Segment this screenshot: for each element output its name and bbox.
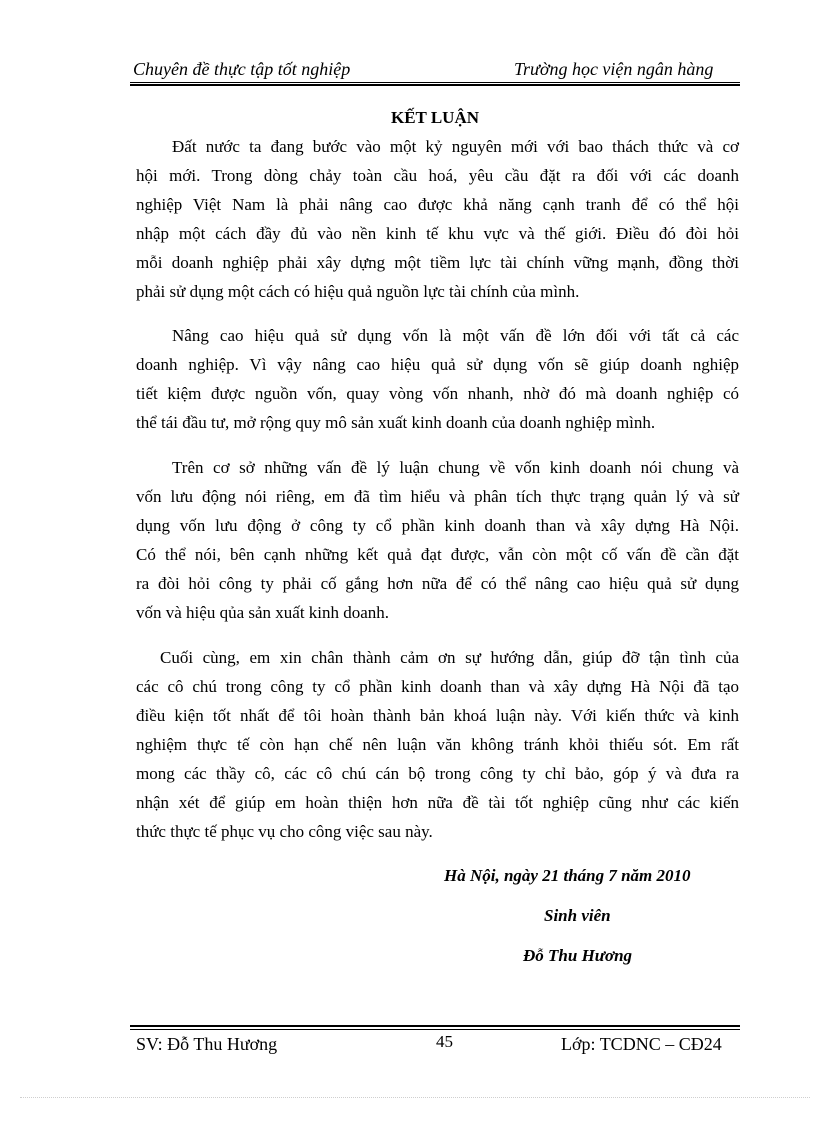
- footer-student: SV: Đỗ Thu Hương: [136, 1034, 278, 1054]
- paragraph-1-line-1: Đất nước ta đang bước vào một kỷ nguyên mới với bao thách thức và cơ: [172, 137, 739, 156]
- paragraph-3-line-2: vốn lưu động nói riêng, em đã tìm hiểu và phân tích thực trạng quản lý và sử: [136, 487, 739, 506]
- paragraph-4-line-7: thức thực tế phục vụ cho công việc sau này.: [136, 822, 433, 841]
- paragraph-3-line-6: vốn và hiệu qủa sản xuất kinh doanh.: [136, 603, 390, 622]
- paragraph-3-line-1: Trên cơ sở những vấn đề lý luận chung về vốn kinh doanh nói chung và: [172, 458, 739, 477]
- header-left-text: Chuyên đề thực tập tốt nghiệp: [133, 59, 351, 79]
- signature-name: Đỗ Thu Hương: [523, 946, 633, 965]
- paragraph-1-line-2: hội mới. Trong dòng chảy toàn cầu hoá, yêu cầu đặt ra đối với các doanh: [136, 166, 739, 185]
- paragraph-4-line-6: nhận xét để giúp em hoàn thiện hơn nữa đề tài tốt nghiệp cũng như các kiến: [136, 793, 739, 812]
- paragraph-1-line-6: phải sử dụng một cách có hiệu quả nguồn lực tài chính của mình.: [136, 282, 580, 301]
- paragraph-4-line-5: mong các thầy cô, các cô chú cán bộ trong công ty chỉ bảo, góp ý và đưa ra: [136, 764, 739, 783]
- signature-place-date: Hà Nội, ngày 21 tháng 7 năm 2010: [444, 866, 691, 885]
- paragraph-4-line-4: nghiệm thực tế còn hạn chế nên luận văn không tránh khỏi thiếu sót. Em rất: [136, 735, 739, 754]
- paragraph-2-line-2: doanh nghiệp. Vì vậy nâng cao hiệu quả sử dụng vốn sẽ giúp doanh nghiệp: [136, 355, 739, 374]
- paragraph-1-line-5: mỗi doanh nghiệp phải xây dựng một tiềm lực tài chính vững mạnh, đồng thời: [136, 253, 739, 272]
- header-divider: [130, 82, 740, 83]
- footer-divider: [130, 1029, 740, 1030]
- paragraph-2-line-1: Nâng cao hiệu quả sử dụng vốn là một vấn đề lớn đối với tất cả các: [172, 326, 739, 345]
- signature-role: Sinh viên: [544, 906, 611, 925]
- paragraph-3-line-5: ra đòi hỏi công ty phải cố gắng hơn nữa để có thể nâng cao hiệu quả sử dụng: [136, 574, 739, 593]
- paragraph-1-line-4: nhập một cách đầy đủ vào nền kinh tế khu vực và thế giới. Điều đó đòi hỏi: [136, 224, 739, 243]
- paragraph-4-line-1: Cuối cùng, em xin chân thành cảm ơn sự hướng dẫn, giúp đỡ tận tình của: [160, 648, 739, 667]
- paragraph-3-line-3: dụng vốn lưu động ở công ty cổ phần kinh doanh than và xây dựng Hà Nội.: [136, 516, 739, 535]
- header-right-text: Trường học viện ngân hàng: [514, 59, 714, 79]
- paragraph-2-line-3: tiết kiệm được nguồn vốn, quay vòng vốn nhanh, nhờ đó mà doanh nghiệp có: [136, 384, 739, 403]
- paragraph-1-line-3: nghiệp Việt Nam là phải nâng cao được khả năng cạnh tranh để có thể hội: [136, 195, 739, 214]
- paragraph-3-line-4: Có thể nói, bên cạnh những kết quả đạt được, vẫn còn một cố vấn đề cần đặt: [136, 545, 739, 564]
- paragraph-4-line-3: điều kiện tốt nhất để tôi hoàn thành bản khoá luận này. Với kiến thức và kinh: [136, 706, 739, 725]
- header-divider-thick: [130, 84, 740, 86]
- footer-divider-thick: [130, 1025, 740, 1027]
- page-number: 45: [436, 1032, 453, 1051]
- paragraph-2-line-4: thể tái đầu tư, mở rộng quy mô sản xuất kinh doanh của doanh nghiệp mình.: [136, 413, 656, 432]
- section-title: KẾT LUẬN: [390, 108, 479, 127]
- paragraph-4-line-2: các cô chú trong công ty cổ phần kinh doanh than và xây dựng Hà Nội đã tạo: [136, 677, 739, 696]
- footer-class: Lớp: TCDNC – CĐ24: [561, 1034, 722, 1054]
- page-edge-divider: [20, 1097, 810, 1098]
